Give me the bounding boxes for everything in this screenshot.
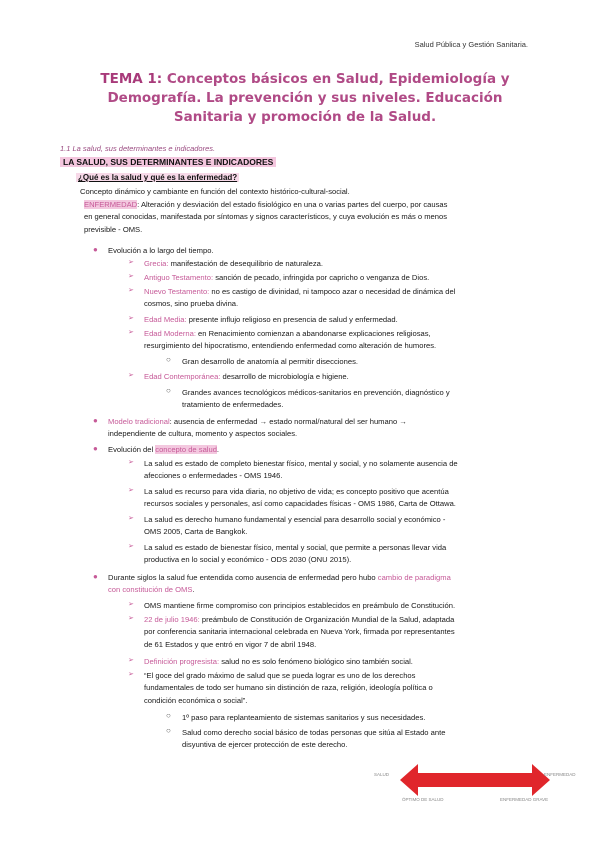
arrow-bullet-icon: ➢ bbox=[128, 287, 134, 294]
list-item: Definición progresista: salud no es solo fenómeno biológico sino también social. bbox=[144, 657, 413, 666]
section-question: ¿Qué es la salud y qué es la enfermedad? bbox=[78, 173, 238, 182]
diagram-right-bottom-label: ENFERMEDAD GRAVE bbox=[500, 797, 549, 802]
title-line1: Conceptos básicos en Salud, Epidemiología y bbox=[162, 71, 510, 87]
arrow-bullet-icon: ➢ bbox=[128, 657, 134, 664]
arrow-bullet-icon: ➢ bbox=[128, 315, 134, 322]
title-tema: TEMA 1: bbox=[100, 71, 163, 87]
siglos-paragraph: Durante siglos la salud fue entendida como ausencia de enfermedad pero hubo cambio de paradigma con constitución de OMS. bbox=[108, 573, 451, 595]
list-item: Salud como derecho social básico de todas personas que sitúa al Estado ante disyuntiva de ejercer protección de este derecho. bbox=[182, 728, 446, 750]
circle-bullet-icon: ○ bbox=[166, 386, 171, 395]
arrow-bullet-icon: ➢ bbox=[128, 329, 134, 336]
diagram-left-label: SALUD bbox=[374, 772, 390, 777]
arrow-bullet-icon: ➢ bbox=[128, 487, 134, 494]
bullet-icon: ● bbox=[93, 572, 98, 581]
list-item: 1º paso para replanteamiento de sistemas sanitarios y sus necesidades. bbox=[182, 713, 426, 722]
evolucion-title: Evolución a lo largo del tiempo. bbox=[108, 246, 214, 255]
bullet-icon: ● bbox=[93, 245, 98, 254]
arrow-bullet-icon: ➢ bbox=[128, 459, 134, 466]
list-item: Grecia: manifestación de desequilibrio de naturaleza. bbox=[144, 259, 323, 268]
enfermedad-label: ENFERMEDAD bbox=[84, 200, 138, 209]
arrow-bullet-icon: ➢ bbox=[128, 372, 134, 379]
section-number: 1.1 La salud, sus determinantes e indicadores. bbox=[60, 144, 216, 153]
list-item: Edad Media: presente influjo religioso en presencia de salud y enfermedad. bbox=[144, 315, 398, 324]
circle-bullet-icon: ○ bbox=[166, 355, 171, 364]
list-item: La salud es derecho humano fundamental y esencial para desarrollo social y económico - OMS 2005, Carta de Bangkok. bbox=[144, 515, 446, 537]
circle-bullet-icon: ○ bbox=[166, 726, 171, 735]
arrow-bullet-icon: ➢ bbox=[128, 515, 134, 522]
arrow-bullet-icon: ➢ bbox=[128, 671, 134, 678]
arrow-bullet-icon: ➢ bbox=[128, 615, 134, 622]
list-item: Antiguo Testamento: sanción de pecado, infringida por capricho o venganza de Dios. bbox=[144, 273, 430, 282]
arrow-bullet-icon: ➢ bbox=[128, 543, 134, 550]
title-line3: Sanitaria y promoción de la Salud. bbox=[173, 109, 437, 125]
concepto-title: Evolución del concepto de salud. bbox=[108, 445, 220, 454]
list-item: La salud es recurso para vida diaria, no objetivo de vida; es concepto positivo que acentúa recursos sociales y personales, así como capacidades físicas - OMS 1986, Carta de Ottawa. bbox=[144, 487, 456, 509]
list-item: Gran desarrollo de anatomía al permitir disecciones. bbox=[182, 357, 359, 366]
enfermedad-definition: ENFERMEDAD: Alteración y desviación del estado fisiológico en una o varias partes del cuerpo, por causas en general conocidas, manifestada por síntomas y signos característicos, y cuya evolución es más o menos previsible - OMS. bbox=[84, 200, 448, 234]
list-item: La salud es estado de completo bienestar físico, mental y social, y no solamente ausencia de afecciones o enfermedades - OMS 1946. bbox=[144, 459, 458, 481]
arrow-bullet-icon: ➢ bbox=[128, 601, 134, 608]
modelo-tradicional: Modelo tradicional: ausencia de enfermedad → estado normal/natural del ser humano → independiente de cultura, momento y aspectos sociales. bbox=[108, 417, 407, 439]
diagram-left-bottom-label: ÓPTIMO DE SALUD bbox=[402, 797, 444, 802]
list-item: OMS mantiene firme compromiso con principios establecidos en preámbulo de Constitución. bbox=[144, 601, 456, 610]
arrow-bullet-icon: ➢ bbox=[128, 273, 134, 280]
page-title bbox=[70, 70, 540, 127]
list-item: Edad Moderna: en Renacimiento comienzan a abandonarse explicaciones religiosas, resurgimiento del hipocratismo, entendiendo enfermedad como alteración de humores. bbox=[144, 329, 437, 351]
list-item: Grandes avances tecnológicos médicos-sanitarios en prevención, diagnóstico y tratamiento de enfermedades. bbox=[182, 388, 450, 410]
arrow-bullet-icon: ➢ bbox=[128, 259, 134, 266]
list-item: 22 de julio 1946: preámbulo de Constitución de Organización Mundial de la Salud, adaptada por conferencia sanitaria internacional celebrada en Nueva York, firmada por representantes de 61 Estados y que entró en vigor 7 de abril 1948. bbox=[144, 615, 455, 649]
bullet-icon: ● bbox=[93, 416, 98, 425]
circle-bullet-icon: ○ bbox=[166, 711, 171, 720]
running-header: Salud Pública y Gestión Sanitaria. bbox=[414, 40, 528, 49]
intro-text: Concepto dinámico y cambiante en función del contexto histórico-cultural-social. bbox=[80, 187, 350, 196]
list-item: Nuevo Testamento: no es castigo de divinidad, ni tampoco azar o necesidad de dinámica del cosmos, sino prueba divina. bbox=[144, 287, 456, 309]
diagram-right-label: ENFERMEDAD bbox=[544, 772, 576, 777]
bullet-icon: ● bbox=[93, 444, 98, 453]
list-item: “El goce del grado máximo de salud que se pueda lograr es uno de los derechos fundamentales de todo ser humano sin distinción de raza, religión, ideología política o condición económica o social”. bbox=[144, 671, 433, 705]
title-line2: Demografía. La prevención y sus niveles. Educación bbox=[107, 90, 503, 106]
list-item: La salud es estado de bienestar físico, mental y social, que permite a personas llevar vida productiva en lo social y económico - ODS 2030 (ONU 2015). bbox=[144, 543, 447, 565]
section-heading: LA SALUD, SUS DETERMINANTES E INDICADORES bbox=[60, 157, 276, 167]
list-item: Edad Contemporánea: desarrollo de microbiología e higiene. bbox=[144, 372, 349, 381]
double-arrow-icon bbox=[400, 762, 550, 802]
